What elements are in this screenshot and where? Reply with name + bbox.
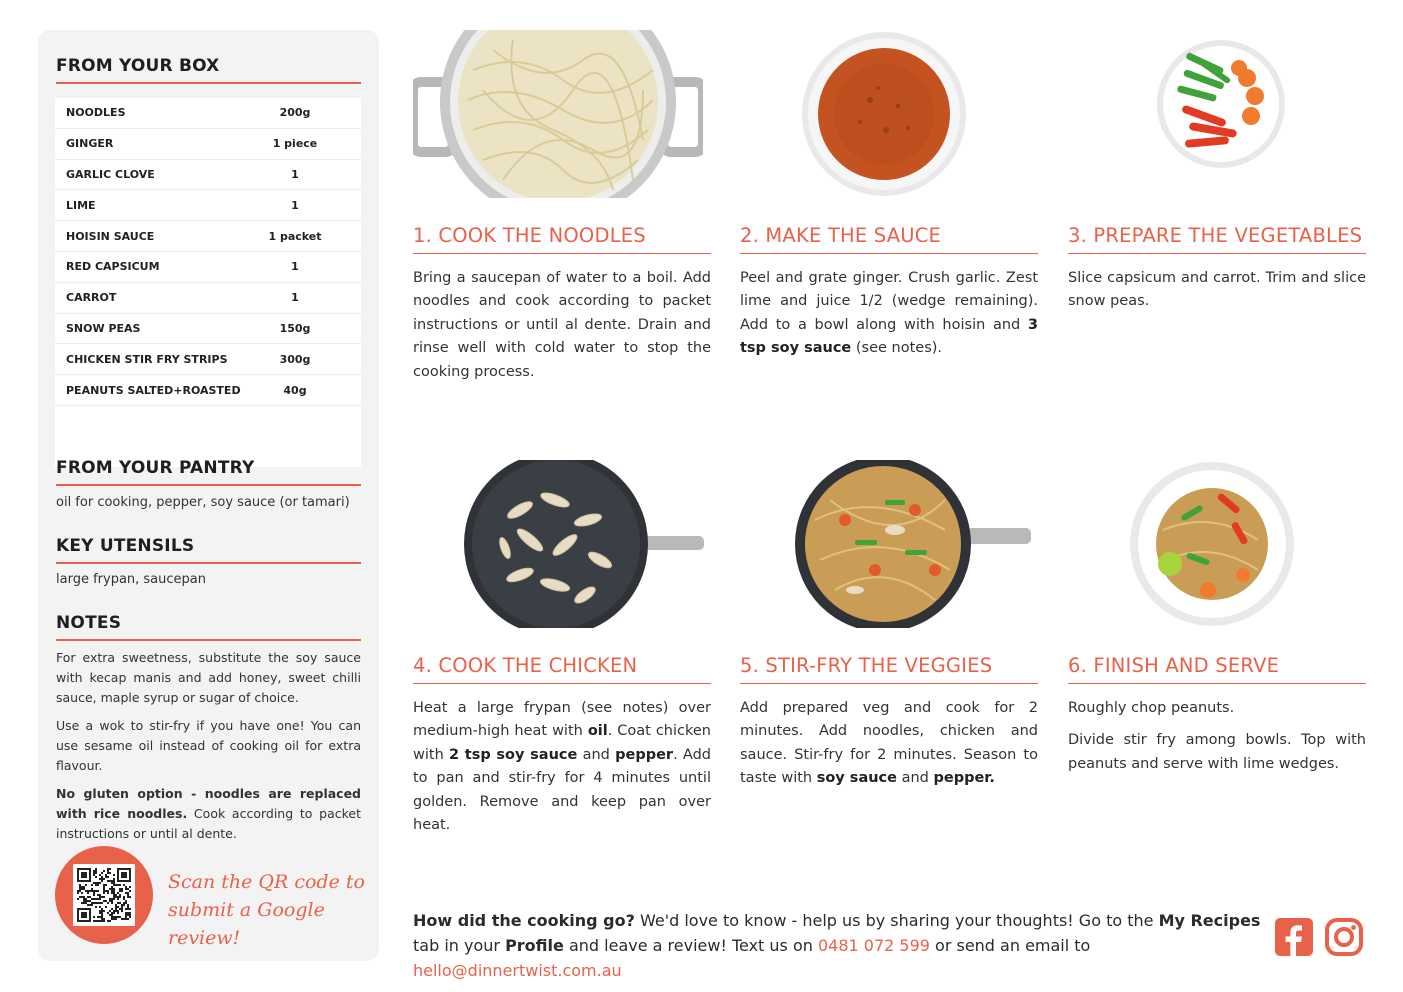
ingredient-name: NOODLES [66,106,126,120]
step-2-text-b: 3 tsp soy sauce [740,316,1038,357]
table-row [55,221,361,252]
footer-phone-link[interactable]: 0481 072 599 [817,936,930,955]
table-row [55,375,361,406]
ingredient-name: GINGER [66,137,114,151]
qr-code-icon[interactable] [73,864,135,926]
stirfry-frypan-image [795,460,1031,628]
qr-caption-line-1: Scan the QR code to [168,871,365,893]
footer-text-4: or send an email to [929,936,1091,955]
step-2-text-a: Peel and grate ginger. Crush garlic. Zest lime and juice 1/2 (wedge remaining). Add to a bowl along with hoisin and [740,270,1038,333]
table-row [55,129,361,160]
step-2-title: 2. MAKE THE SAUCE [740,224,1038,254]
step-2-text-c: (see notes). [851,340,943,357]
finished-bowl-image [1128,460,1296,628]
pantry-heading: FROM YOUR PANTRY [56,458,361,486]
utensils-text: large frypan, saucepan [56,572,206,587]
footer-my-recipes: My Recipes [1158,911,1261,930]
step-6-para-1: Roughly chop peanuts. [1068,700,1235,716]
ingredient-qty: 300g [279,352,311,366]
ingredient-name: RED CAPSICUM [66,260,160,274]
qr-caption [168,868,368,952]
step-4-text-c: . Coat chicken with [413,723,711,763]
step-4-text-f: pepper [615,746,674,763]
ingredient-name: CHICKEN STIR FRY STRIPS [66,352,228,366]
step-4-text-a: Heat a large frypan (see notes) over medium-high heat with [413,700,711,740]
footer-question: How did the cooking go? [413,911,635,930]
qr-caption-line-2: submit a Google review! [168,899,325,949]
step-6-para-2: Divide stir fry among bowls. Top with peanuts and serve with lime wedges. [1068,732,1366,772]
table-row [55,190,361,221]
ingredient-name: HOISIN SAUCE [66,229,155,243]
utensils-heading: KEY UTENSILS [56,536,361,564]
table-row [55,160,361,191]
instagram-icon[interactable] [1325,918,1363,956]
step-4-text-g: . Add to pan and stir-fry for 4 minutes until golden. Remove and keep pan over heat. [413,746,712,834]
sauce-bowl-image [800,30,968,198]
ingredient-qty: 1 [291,260,299,274]
table-row [55,344,361,375]
ingredient-name: PEANUTS SALTED+ROASTED [66,383,241,397]
step-5-text-c: and [896,770,934,787]
step-6-body [1068,697,1366,776]
note-3-rest: Cook according to packet instructions or until al dente. [56,806,361,841]
footer-text-3: and leave a review! Text us on [563,936,818,955]
table-row [55,252,361,283]
facebook-icon[interactable] [1275,918,1313,956]
note-3-bold: No gluten option - noodles are replaced with rice noodles. [56,786,361,821]
chicken-frypan-image [460,460,704,628]
qr-badge[interactable] [55,846,153,944]
ingredient-qty: 1 packet [268,229,322,243]
footer-email-link[interactable]: hello@dinnertwist.com.au [413,961,622,980]
ingredient-qty: 1 piece [272,137,318,151]
table-row [55,314,361,345]
review-footer [413,908,1263,983]
step-4-title: 4. COOK THE CHICKEN [413,654,711,684]
note-1: For extra sweetness, substitute the soy sauce with kecap manis and add honey, sweet chilli sauce, maple syrup or sugar of choice. [56,650,361,705]
ingredient-name: LIME [66,198,96,212]
footer-profile: Profile [505,936,564,955]
note-3 [56,784,361,844]
step-5-text-b: soy sauce [816,770,897,787]
noodles-pot-image [413,30,703,198]
step-3-body: Slice capsicum and carrot. Trim and slice snow peas. [1068,270,1366,310]
step-4-body [413,697,711,837]
table-row [55,283,361,314]
vegetables-plate-image [1155,38,1287,170]
ingredients-sidebar [38,30,379,961]
ingredient-name: CARROT [66,291,117,305]
note-2: Use a wok to stir-fry if you have one! You can use sesame oil instead of cooking oil for extra flavour. [56,718,361,773]
step-4-text-b: oil [587,723,608,740]
step-2-body [740,267,1038,361]
ingredient-qty: 40g [283,383,307,397]
step-5-body [740,697,1038,791]
step-5-text-a: Add prepared veg and cook for 2 minutes. Add noodles, chicken and sauce. Stir-fry for 2 minutes. Season to taste with [740,700,1038,787]
box-heading: FROM YOUR BOX [56,56,361,84]
footer-text-1: We'd love to know - help us by sharing your thoughts! Go to the [634,911,1159,930]
step-4-text-d: 2 tsp soy sauce [449,746,578,763]
step-5-text-d: pepper. [933,770,995,787]
ingredient-qty: 1 [291,198,299,212]
ingredient-name: GARLIC CLOVE [66,167,155,181]
ingredient-qty: 1 [291,167,299,181]
ingredient-qty: 1 [291,291,299,305]
step-3-title: 3. PREPARE THE VEGETABLES [1068,224,1366,254]
step-1-body: Bring a saucepan of water to a boil. Add noodles and cook according to packet instructions or until al dente. Drain and rinse well with cold water to stop the cooking process. [413,270,711,380]
notes-body [56,648,361,852]
step-4-text-e: and [577,746,616,763]
ingredient-qty: 200g [279,106,311,120]
footer-text-2: tab in your [413,936,506,955]
step-1-title: 1. COOK THE NOODLES [413,224,711,254]
table-row [55,98,361,129]
pantry-text: oil for cooking, pepper, soy sauce (or tamari) [56,495,350,510]
ingredient-qty: 150g [279,321,311,335]
notes-heading: NOTES [56,613,361,641]
ingredients-table [55,98,361,437]
ingredient-name: SNOW PEAS [66,321,141,335]
step-5-title: 5. STIR-FRY THE VEGGIES [740,654,1038,684]
step-6-title: 6. FINISH AND SERVE [1068,654,1366,684]
